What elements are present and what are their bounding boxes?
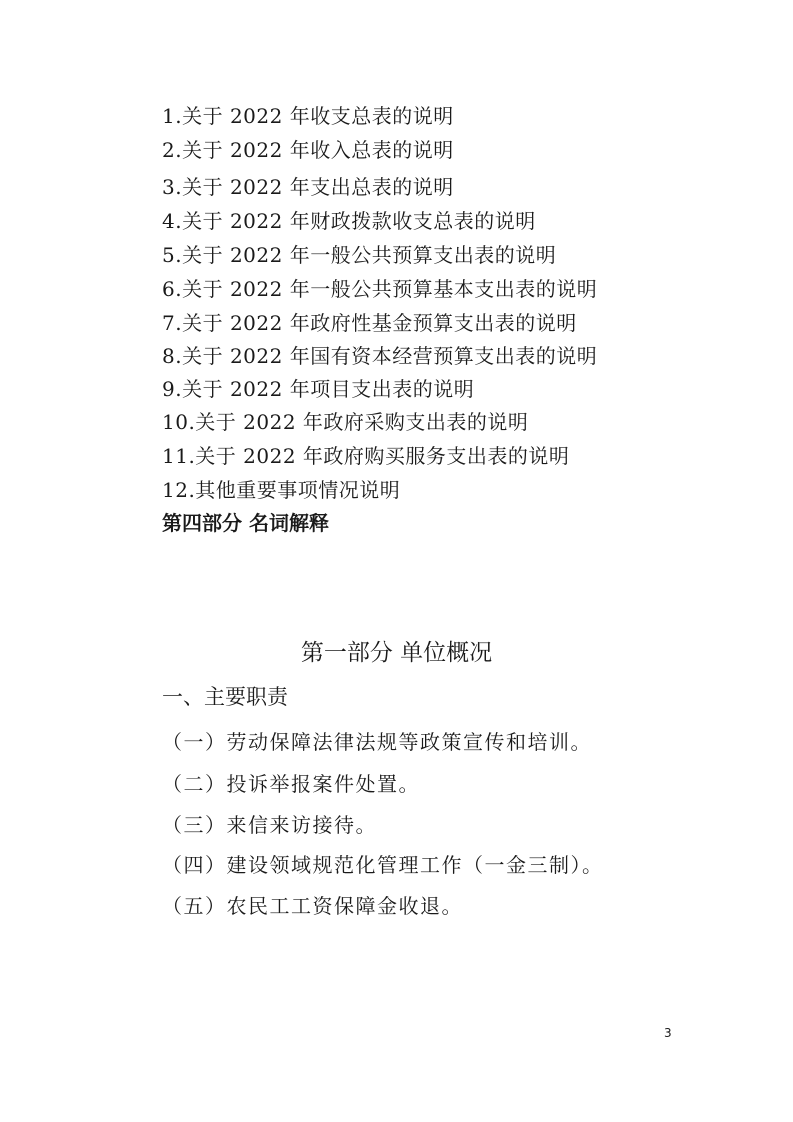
duty-item-1: （一）劳动保障法律法规等政策宣传和培训。 — [162, 730, 592, 754]
toc-item-5: 5.关于 2022 年一般公共预算支出表的说明 — [162, 243, 557, 267]
duty-item-5: （五）农民工工资保障金收退。 — [162, 894, 463, 918]
toc-section-four: 第四部分 名词解释 — [162, 511, 329, 535]
duty-item-2: （二）投诉举报案件处置。 — [162, 772, 420, 796]
duty-item-3: （三）来信来访接待。 — [162, 813, 377, 837]
duty-item-4: （四）建设领域规范化管理工作（一金三制）。 — [162, 853, 604, 877]
toc-item-7: 7.关于 2022 年政府性基金预算支出表的说明 — [162, 311, 577, 335]
main-duties-heading: 一、主要职责 — [162, 685, 288, 709]
toc-item-12: 12.其他重要事项情况说明 — [162, 478, 401, 502]
toc-item-3: 3.关于 2022 年支出总表的说明 — [162, 175, 454, 199]
toc-item-10: 10.关于 2022 年政府采购支出表的说明 — [162, 410, 529, 434]
toc-item-8: 8.关于 2022 年国有资本经营预算支出表的说明 — [162, 344, 598, 368]
toc-item-2: 2.关于 2022 年收入总表的说明 — [162, 138, 454, 162]
toc-item-11: 11.关于 2022 年政府购买服务支出表的说明 — [162, 444, 570, 468]
toc-item-6: 6.关于 2022 年一般公共预算基本支出表的说明 — [162, 277, 598, 301]
page-number: 3 — [664, 1026, 672, 1040]
toc-item-1: 1.关于 2022 年收支总表的说明 — [162, 104, 454, 128]
toc-item-4: 4.关于 2022 年财政拨款收支总表的说明 — [162, 209, 536, 233]
toc-item-9: 9.关于 2022 年项目支出表的说明 — [162, 377, 475, 401]
part-one-title: 第一部分 单位概况 — [300, 640, 493, 666]
